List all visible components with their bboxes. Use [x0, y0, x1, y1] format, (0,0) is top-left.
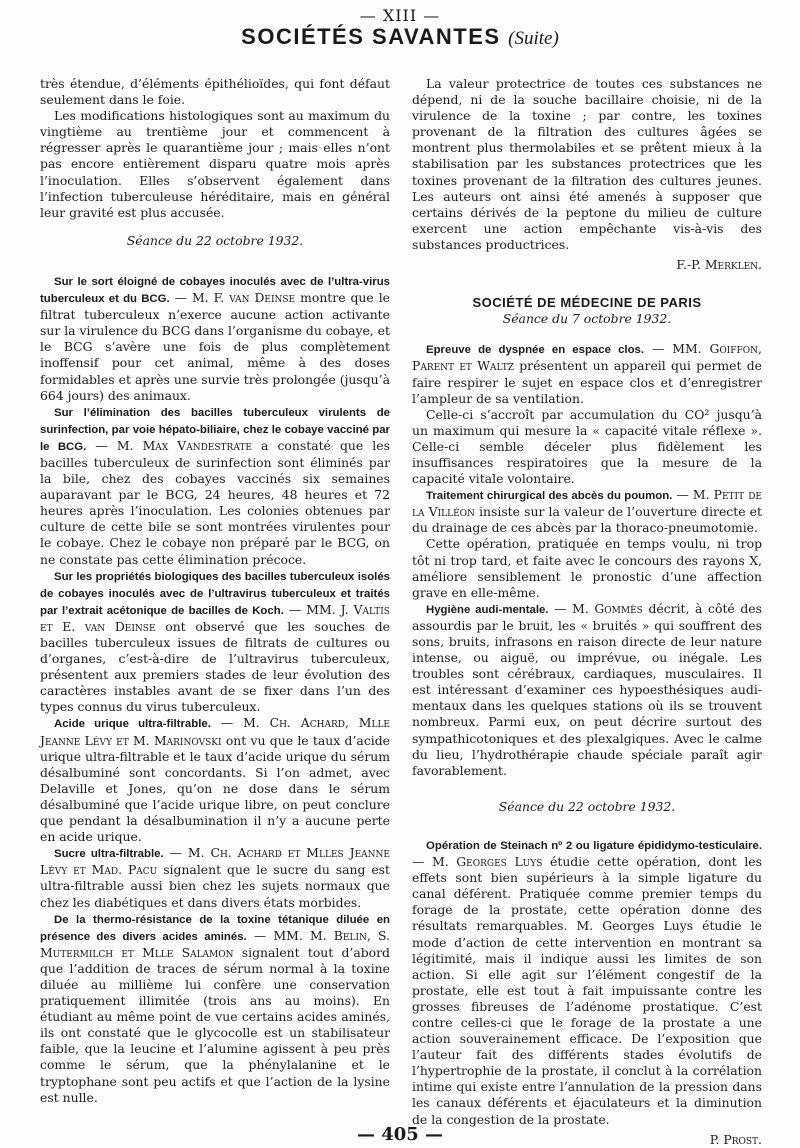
- communication-text: étudie cette opération, dont les effets sont bien supérieurs à la simple ligature du canal déférent. Pratiquée comme premier temps du forage de la prostate, cette opération donne des résultats remarquables. M. Georges Luys étudie le mode d’action de cette intervention en montrant sa légitimité, mais il indique aussi les limites de son action. Si elle agit sur l’élément congestif de la prostate, elle est tout à fait impuissante contre les grosses fibreuses de l’adénome prostatique. C’est contre celles-ci que le forage de la prostate a une action souverainement efficace. De l’exposition que l’auteur fait des différents stades évolutifs de l’hypertrophie de la prostate, il conclut à la corrélation intime qui existe entre l’annulation de la pression dans les canaux déférents et éjaculateurs et la diminution de la congestion de la prostate.: [412, 854, 762, 1127]
- title-suite: (Suite): [508, 28, 559, 49]
- paragraph: Cette opération, pratiquée en temps voulu, ni trop tôt ni trop tard, et faite avec le concours des rayons X, améliore sensiblement le pronostic d’une affection grave en elle-même.: [412, 536, 762, 600]
- communication: [412, 341, 762, 406]
- paragraph: La valeur protectrice de toutes ces substances ne dépend, ni de la souche bacillaire choisie, ni de la virulence de la toxine ; par contre, les toxines provenant de la filtration des cultures âgées se montrent plus thermolabiles et se prêtent mieux à la stabilisation par les substances protectrices que les toxines provenant de la filtration des cultures jeunes. Les auteurs ont ainsi été amenés à supposer que certains dérivés de la peptone du milieu de culture exercent une action empêchante vis-à-vis des substances productrices.: [412, 76, 762, 252]
- session-date: Séance du 7 octobre 1932.: [502, 311, 672, 327]
- communication-title: Sur l’élimination des bacilles tuberculeux virulents de surinfection, par voie hépato-biliaire, chez le cobaye vacciné par le BCG.: [40, 406, 390, 453]
- communication-text: ont observé que les souches de bacilles tuberculeux issues de filtrats de cultures ou d’organes, c’est-à-dire de l’ultravirus tuberculeux, présentent aux premiers stades de leur évolution des caractères instables avant de se fixer dans l’un des types connus du virus tuberculeux.: [40, 618, 390, 715]
- communication-text: signalent que le sucre du sang est ultra-filtrable aussi bien chez les sujets normaux que chez les diabétiques et dans divers états morbides.: [40, 862, 390, 910]
- communication-text: ont vu que le taux d’acide urique ultra-filtrable et le taux d’acide urique du sérum désalbuminé sont concordants. Si l’on admet, avec Delaville et Jones, qu’on ne dose dans le sérum désalbuminé que l’acide urique libre, on peut conclure que pendant la désalbumination il n’y a aucune perte en acide urique.: [40, 732, 390, 845]
- communication-author: — MM. M. Belin, S. Mutermilch et Mlle Salamon: [40, 927, 390, 960]
- communication-title: De la thermo-résistance de la toxine tétanique diluée en présence des divers acides aminés.: [40, 913, 390, 943]
- communication-text: présentent un appareil qui permet de faire respirer le sujet en espace clos et d’enregistrer l’ampleur de sa ventilation.: [412, 358, 762, 406]
- paragraph: Les modifications histologiques sont au maximum du vingtième au trentième jour et commencent à régresser après le quarantième jour ; mais elles n’ont pas encore entièrement disparu quatre mois après l’inoculation. Elles s’observent également dans l’infection tuberculeuse héréditaire, mais en général leur gravité est plus accusée.: [40, 108, 390, 220]
- footer-page-number: — 405 —: [356, 1124, 444, 1145]
- communication: [40, 715, 390, 845]
- left-column: [40, 76, 390, 1106]
- communication-text: décrit, à côté des assourdis par le bruit, les « bruités » qui souffrent des sons, bruits, infrasons en raison directe de leur nature intense, ou aiguë, ou imprévue, ou inégale. Les troubles sont cérébraux, cardiaques, musculaires. Il est intéressant d’examiner ces hypoesthésiques audi-mentaux dans les quelques stations où ils se trouvent nombreux. Parmi eux, on peut décrire surtout des sympathicotoniques et des plexalgiques. Avec le calme du lieu, l’hydrothérapie chaude spéciale paraît agir favorablement.: [412, 600, 762, 778]
- communication-author: — M. Max Vandestrate: [95, 437, 252, 453]
- paragraph: très étendue, d’éléments épithélioïdes, qui font défaut seulement dans le foie.: [40, 76, 390, 108]
- communication-title: Sur les propriétés biologiques des bacilles tuberculeux isolés de cobayes inoculés avec de l’ultravirus tuberculeux et traités par l’extrait acétonique de bacilles de Koch.: [40, 570, 390, 617]
- communication-author: — M. F. van Deinse: [174, 290, 296, 306]
- communication-author: — M. Ch. Achard et Mlles Jeanne Lévy et Mad. Pacu: [40, 845, 390, 878]
- communication-text: insiste sur la valeur de l’ouverture directe et du drainage de ces abcès par la thoraco-pneumotomie.: [412, 504, 762, 536]
- communication: [40, 911, 390, 1106]
- title-text: SOCIÉTÉS SAVANTES: [241, 24, 501, 49]
- communication: [40, 845, 390, 910]
- signature: F.-P. Merklen.: [676, 257, 762, 273]
- communication-title: Traitement chirurgical des abcès du poumon.: [426, 490, 673, 503]
- communication-title: Epreuve de dyspnée en espace clos.: [426, 344, 645, 357]
- paragraph: Celle-ci s’accroît par accumulation du CO² jusqu’à un maximum qui mesure la « capacité vitale réflexe ». Celle-ci semble déceler plus fidèlement les insuffisances respiratoires que la mesure de la capacité vitale volontaire.: [412, 406, 762, 487]
- communication-author: — M. Petit de la Villéon: [412, 487, 762, 520]
- communication: [412, 487, 762, 536]
- communication-author: — MM. J. Valtis et E. van Deinse: [40, 601, 390, 634]
- communication-title: Sucre ultra-filtrable.: [54, 848, 164, 861]
- roman-page-number: — XIII —: [359, 6, 441, 25]
- session-date: Séance du 22 octobre 1932.: [498, 798, 676, 814]
- society-title: SOCIÉTÉ DE MÉDECINE DE PARIS: [472, 295, 702, 311]
- communication: [40, 568, 390, 716]
- communication-author: — M. Ch. Achard, Mlle Jeanne Lévy et M. Marinovski: [40, 715, 390, 748]
- communication-author: — M. Georges Luys: [412, 854, 543, 870]
- communication-text: a constaté que les bacilles tuberculeux de surinfection sont éliminés par la bile, chez des cobayes vaccinés six semaines auparavant par le BCG, 24 heures, 48 heures et 72 heures après l’inoculation. Les colonies obtenues par culture de cette bile se sont montrées virulentes pour le cobaye. Chez le cobaye non préparé par le BCG, on ne constate pas cette élimination précoce.: [40, 437, 390, 567]
- communication-text: montre que le filtrat tuberculeux n’exerce aucune action activante sur la virulence du BCG dans l’organisme du cobaye, et le BCG s’avère une fois de plus complètement inoffensif pour cet animal, même à des doses formidables et après une survie très prolongée (jusqu’à 664 jours) des animaux.: [40, 290, 391, 403]
- communication-title: Hygiène audi-mentale.: [426, 603, 549, 616]
- communication-title: Acide urique ultra-filtrable.: [54, 718, 211, 731]
- communication-title: Sur le sort éloigné de cobayes inoculés avec de l’ultra-virus tuberculeux et du BCG.: [40, 275, 390, 306]
- communication-text: signalent tout d’abord que l’addition de traces de sérum normal à la toxine diluée au millième lui confère une conservation pratiquement illimitée (trois ans au moins). En étudiant au même point de vue certains acides aminés, ils ont constaté que le glycocolle est un stabilisateur faible, que la leucine et l’alumine agissent à peu près comme le sérum, que la phénylalanine et le tryptophane sont peu actifs et que l’action de la lysine est nulle.: [40, 944, 390, 1105]
- communication: [412, 601, 762, 779]
- signature: P. Prost.: [709, 1131, 762, 1147]
- communication: [412, 837, 762, 1128]
- communication-title: Opération de Steinach nº 2 ou ligature épididymo-testiculaire.: [426, 839, 762, 852]
- session-date: Séance du 22 octobre 1932.: [126, 232, 304, 248]
- communication: [40, 273, 390, 404]
- communication: [40, 404, 390, 568]
- communication-author: — MM. Goiffon, Parent et Waltz: [412, 341, 762, 374]
- page-title: [0, 24, 800, 50]
- right-column: [412, 76, 762, 1148]
- communication-author: — M. Gommès: [554, 600, 643, 616]
